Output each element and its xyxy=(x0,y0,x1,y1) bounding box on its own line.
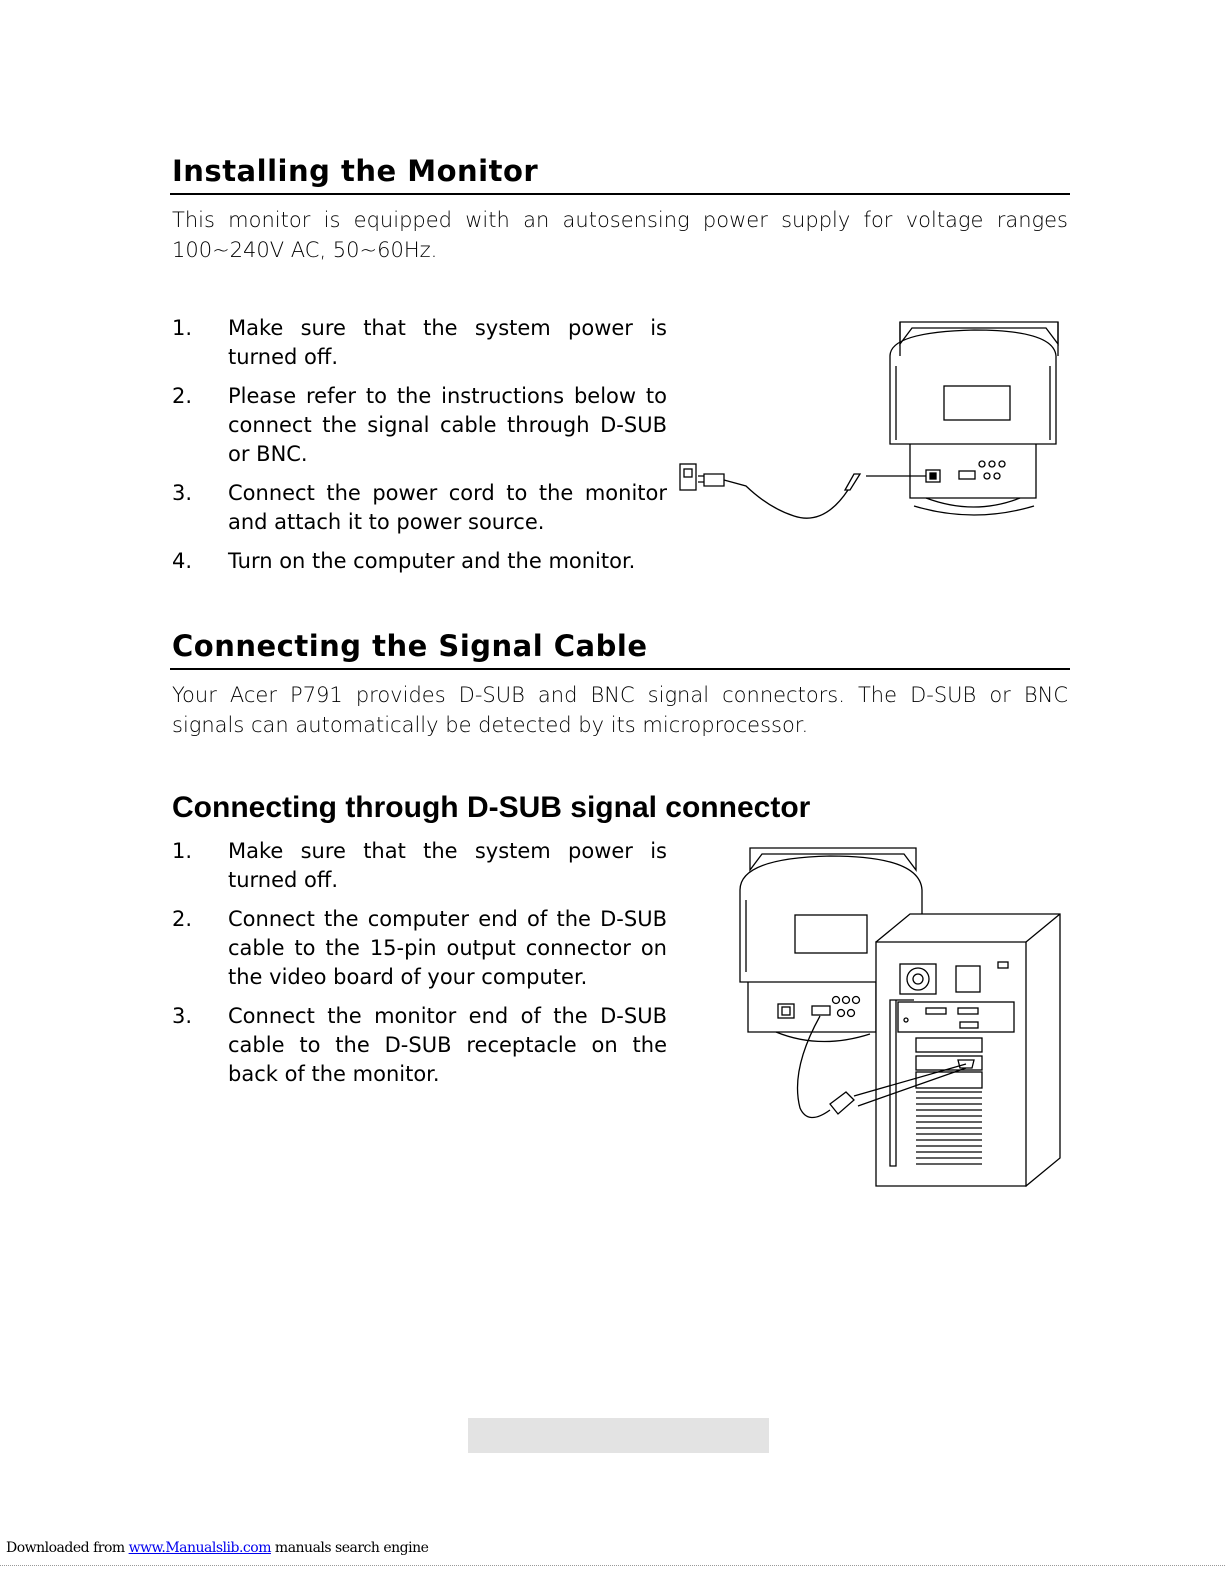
dsub-steps-list xyxy=(172,837,667,1099)
monitor-power-illustration xyxy=(674,316,1074,526)
page-number-box xyxy=(468,1418,769,1453)
list-item: 1. Make sure that the system power is turned off. xyxy=(172,839,667,892)
install-steps-list xyxy=(172,314,667,586)
list-item: 4. Turn on the computer and the monitor. xyxy=(172,549,636,573)
signal-cable-paragraph: Your Acer P791 provides D-SUB and BNC signal connectors. The D-SUB or BNC signals can automatically be detected by its microprocessor. xyxy=(172,683,1068,737)
heading-dsub-connector: Connecting through D-SUB signal connector xyxy=(172,791,811,824)
intro-paragraph: This monitor is equipped with an autosensing power supply for voltage ranges 100~240V AC, 50~60Hz. xyxy=(172,208,1068,262)
list-item: 3. Connect the monitor end of the D-SUB cable to the D-SUB receptacle on the back of the monitor. xyxy=(172,1004,667,1086)
list-item: 2. Connect the computer end of the D-SUB cable to the 15-pin output connector on the video board of your computer. xyxy=(172,907,667,989)
footer-divider xyxy=(0,1565,1225,1566)
heading-connecting-signal-cable: Connecting the Signal Cable xyxy=(172,629,648,663)
list-item: 1. Make sure that the system power is turned off. xyxy=(172,316,667,369)
list-item: 2. Please refer to the instructions below to connect the signal cable through D-SUB or BNC. xyxy=(172,384,667,466)
heading-rule xyxy=(170,668,1070,670)
heading-installing-monitor: Installing the Monitor xyxy=(172,154,539,188)
manualslib-link[interactable]: www.Manualslib.com xyxy=(128,1540,271,1556)
heading-rule xyxy=(170,193,1070,195)
list-item: 3. Connect the power cord to the monitor and attach it to power source. xyxy=(172,481,667,534)
dsub-connection-illustration xyxy=(730,840,1070,1192)
download-footer: Downloaded from www.Manualslib.com manuals search engine xyxy=(6,1540,429,1556)
